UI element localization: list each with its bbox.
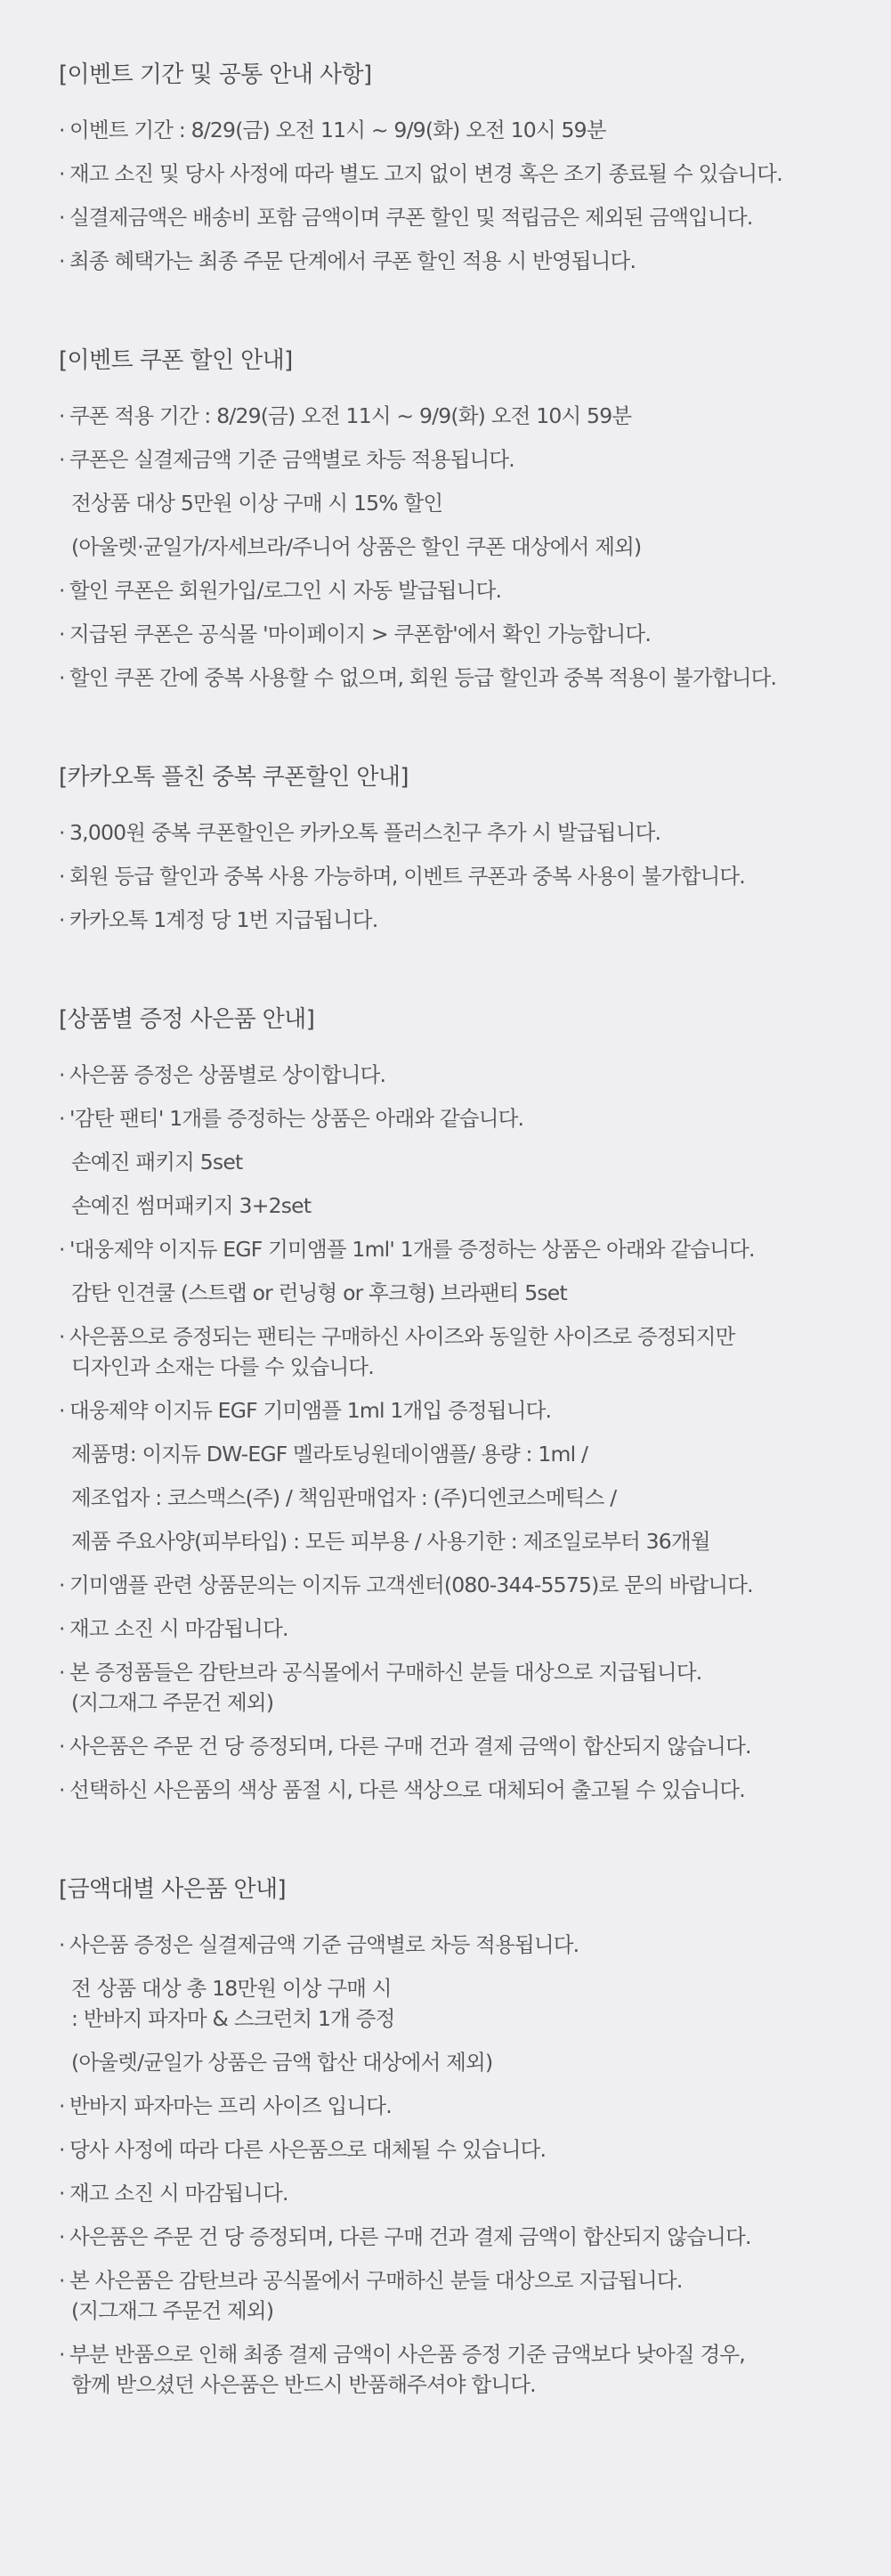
sub-item: 디자인과 소재는 다를 수 있습니다. [71, 1354, 374, 1379]
bullet-item: · 쿠폰은 실결제금액 기준 금액별로 차등 적용됩니다. [59, 438, 891, 482]
bullet-item: · 재고 소진 시 마감됩니다. [59, 2172, 891, 2215]
bullet-item: · 부분 반품으로 인해 최종 결제 금액이 사은품 증정 기준 금액보다 낮아질 경우, [59, 2333, 891, 2377]
sub-item: 제품명: 이지듀 DW-EGF 멜라토닝원데이앰플/ 용량 : 1ml / [71, 1442, 588, 1467]
sub-item: 손예진 썸머패키지 3+2set [71, 1193, 312, 1218]
notice-section [59, 761, 891, 942]
bullet-item: · 지급된 쿠폰은 공식몰 '마이페이지 > 쿠폰함'에서 확인 가능합니다. [59, 613, 891, 656]
bullet-item: · 쿠폰 적용 기간 : 8/29(금) 오전 11시 ~ 9/9(화) 오전 10시 59분 [59, 394, 891, 438]
notice-section [59, 1873, 891, 2400]
bullet-item: · 사은품으로 증정되는 팬티는 구매하신 사이즈와 동일한 사이즈로 증정되지만 [59, 1315, 891, 1359]
bullet-item: · 이벤트 기간 : 8/29(금) 오전 11시 ~ 9/9(화) 오전 10시 59분 [59, 109, 891, 152]
bullet-item: · 반바지 파자마는 프리 사이즈 입니다. [59, 2084, 891, 2128]
sub-item: 제조업자 : 코스맥스(주) / 책임판매업자 : (주)디엔코스메틱스 / [71, 1485, 617, 1510]
section-title: [이벤트 기간 및 공통 안내 사항] [59, 61, 372, 88]
sub-item: (아울렛/균일가 상품은 금액 합산 대상에서 제외) [71, 2050, 493, 2075]
bullet-item: · 3,000원 중복 쿠폰할인은 카카오톡 플러스친구 추가 시 발급됩니다. [59, 811, 891, 855]
bullet-item: · 대웅제약 이지듀 EGF 기미앰플 1ml 1개입 증정됩니다. [59, 1389, 891, 1433]
bullet-item: · 본 사은품은 감탄브라 공식몰에서 구매하신 분들 대상으로 지급됩니다. [59, 2259, 891, 2303]
sub-item: 함께 받으셨던 사은품은 반드시 반품해주셔야 합니다. [71, 2372, 536, 2397]
bullet-item: · '감탄 팬티' 1개를 증정하는 상품은 아래와 같습니다. [59, 1097, 891, 1141]
sub-item: (아울렛·균일가/자세브라/주니어 상품은 할인 쿠폰 대상에서 제외) [71, 534, 642, 559]
notice-section [59, 1004, 891, 1812]
bullet-item: · 사은품은 주문 건 당 증정되며, 다른 구매 건과 결제 금액이 합산되지 않습니다. [59, 1725, 891, 1768]
section-title: [카카오톡 플친 중복 쿠폰할인 안내] [59, 764, 409, 791]
sub-item: 손예진 패키지 5set [71, 1150, 243, 1174]
section-title: [상품별 증정 사은품 안내] [59, 1006, 315, 1033]
bullet-item: · 사은품은 주문 건 당 증정되며, 다른 구매 건과 결제 금액이 합산되지 않습니다. [59, 2215, 891, 2259]
bullet-item: · 당사 사정에 따라 다른 사은품으로 대체될 수 있습니다. [59, 2128, 891, 2172]
bullet-item: · 실결제금액은 배송비 포함 금액이며 쿠폰 할인 및 적립금은 제외된 금액입니다. [59, 196, 891, 240]
sub-item: (지그재그 주문건 제외) [71, 2298, 274, 2323]
bullet-item: · 최종 혜택가는 최종 주문 단계에서 쿠폰 할인 적용 시 반영됩니다. [59, 240, 891, 283]
notice-section [59, 345, 891, 700]
bullet-item: · 사은품 증정은 실결제금액 기준 금액별로 차등 적용됩니다. [59, 1923, 891, 1967]
bullet-item: · 회원 등급 할인과 중복 사용 가능하며, 이벤트 쿠폰과 중복 사용이 불가합니다. [59, 855, 891, 898]
sub-item: 전 상품 대상 총 18만원 이상 구매 시 [71, 1976, 392, 2001]
bullet-item: · '대웅제약 이지듀 EGF 기미앰플 1ml' 1개를 증정하는 상품은 아래와 같습니다. [59, 1228, 891, 1272]
sub-item: 제품 주요사양(피부타입) : 모든 피부용 / 사용기한 : 제조일로부터 36개월 [71, 1529, 710, 1554]
bullet-item: · 할인 쿠폰 간에 중복 사용할 수 없으며, 회원 등급 할인과 중복 적용이 불가합니다. [59, 656, 891, 700]
bullet-item: · 재고 소진 시 마감됩니다. [59, 1607, 891, 1651]
sub-item: (지그재그 주문건 제외) [71, 1690, 274, 1715]
bullet-item: · 기미앰플 관련 상품문의는 이지듀 고객센터(080-344-5575)로 문의 바랍니다. [59, 1564, 891, 1607]
bullet-item: · 본 증정품들은 감탄브라 공식몰에서 구매하신 분들 대상으로 지급됩니다. [59, 1651, 891, 1694]
bullet-item: · 카카오톡 1계정 당 1번 지급됩니다. [59, 898, 891, 942]
sub-item: : 반바지 파자마 & 스크런치 1개 증정 [71, 2006, 395, 2031]
bullet-item: · 선택하신 사은품의 색상 품절 시, 다른 색상으로 대체되어 출고될 수 있습니다. [59, 1768, 891, 1812]
sub-item: 전상품 대상 5만원 이상 구매 시 15% 할인 [71, 491, 443, 516]
bullet-item: · 사은품 증정은 상품별로 상이합니다. [59, 1053, 891, 1097]
bullet-item: · 재고 소진 및 당사 사정에 따라 별도 고지 없이 변경 혹은 조기 종료될 수 있습니다. [59, 152, 891, 196]
notice-section [59, 59, 891, 283]
bullet-item: · 할인 쿠폰은 회원가입/로그인 시 자동 발급됩니다. [59, 569, 891, 613]
section-title: [금액대별 사은품 안내] [59, 1876, 287, 1903]
section-title: [이벤트 쿠폰 할인 안내] [59, 347, 293, 374]
sub-item: 감탄 인견쿨 (스트랩 or 런닝형 or 후크형) 브라팬티 5set [71, 1280, 567, 1305]
